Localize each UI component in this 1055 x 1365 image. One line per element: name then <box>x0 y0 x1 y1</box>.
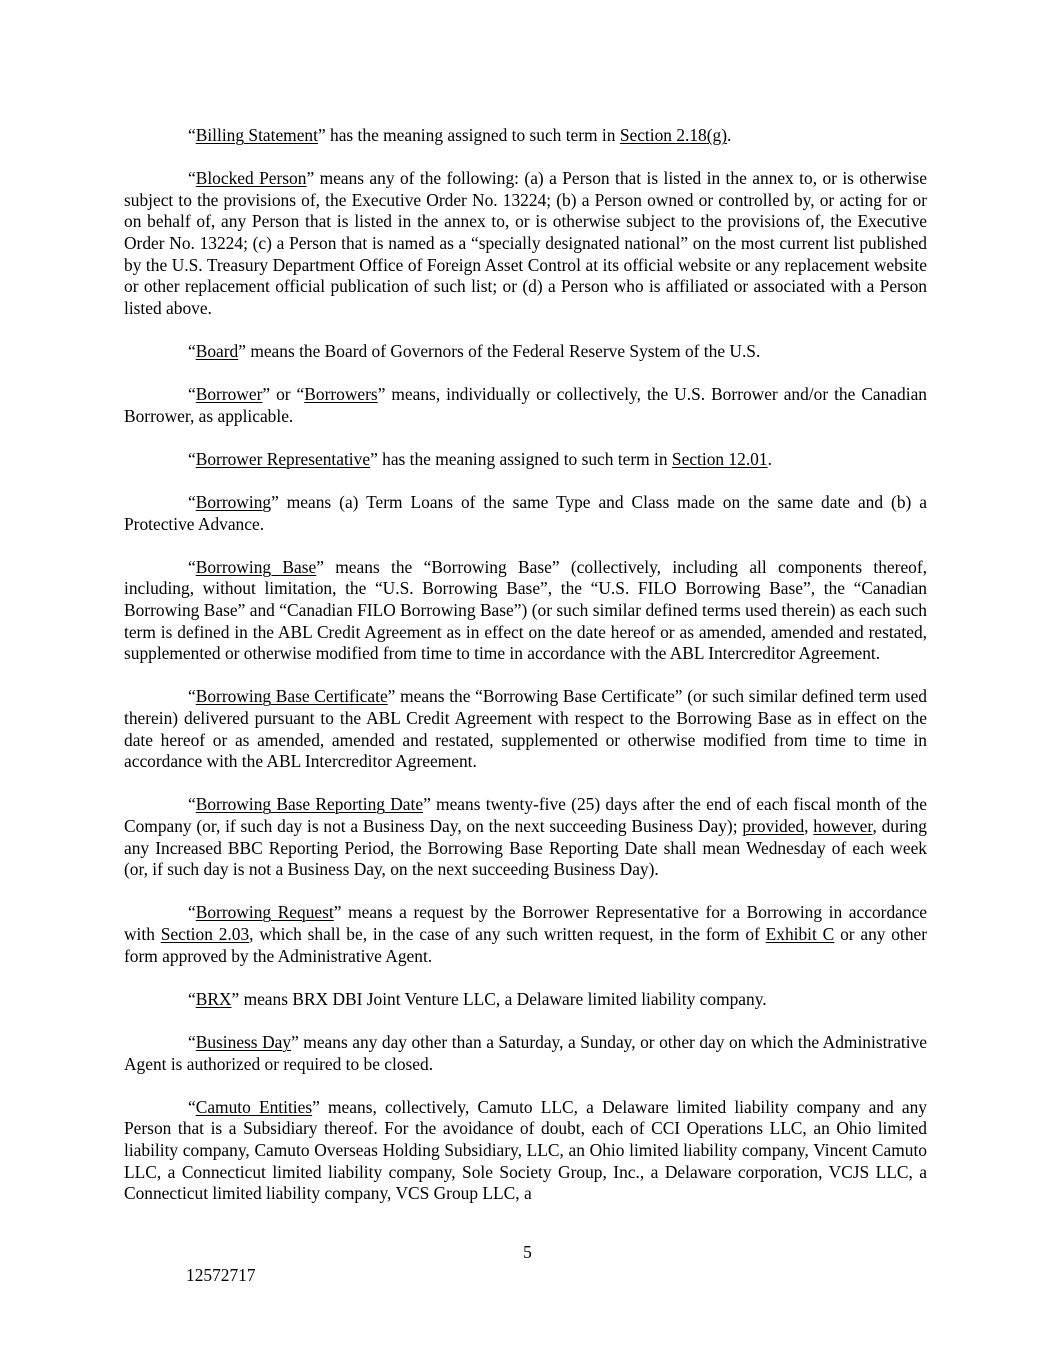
definition-paragraph <box>124 1097 927 1205</box>
defined-term-reference: Section 2.03 <box>160 923 250 944</box>
paragraph-text: ” has the meaning assigned to such term in <box>370 448 672 469</box>
paragraph-text: “ <box>188 988 196 1009</box>
definition-paragraph <box>124 1032 927 1075</box>
definition-paragraph <box>124 794 927 880</box>
definition-paragraph <box>124 902 927 967</box>
paragraph-text: . <box>767 448 772 469</box>
definition-paragraph <box>124 341 927 363</box>
paragraph-text: ” means twenty-five (25) days after the end of each fiscal month of the Company (or, if such day is not a Business Day, on the next succeeding Business Day); <box>124 794 927 836</box>
defined-term-reference: Borrowers <box>304 384 378 405</box>
definition-paragraph <box>124 492 927 535</box>
definition-paragraph <box>124 989 927 1011</box>
paragraph-text: “ <box>188 448 196 469</box>
definition-paragraph <box>124 168 927 319</box>
paragraph-text: , <box>804 816 814 836</box>
defined-term-reference: Blocked Person <box>195 168 307 189</box>
paragraph-text: ” means BRX DBI Joint Venture LLC, a Delaware limited liability company. <box>231 988 767 1009</box>
definition-paragraph <box>124 557 927 665</box>
defined-term-reference: Section 2.18(g) <box>619 125 728 145</box>
defined-term-reference: Borrowing Base <box>195 556 317 577</box>
paragraph-text: “ <box>188 686 196 707</box>
paragraph-text: ” means, collectively, Camuto LLC, a Delaware limited liability company and any Person that is a Subsidiary thereof. For the avoidance of doubt, each of CCI Operations LLC, an Ohio limited liability company, Camuto Overseas Holding Subsidiary, LLC, an Ohio limited liability company, Vincent Camuto LLC, a Connecticut limited liability company, Sole Society Group, Inc., a Delaware corporation, VCJS LLC, a Connecticut limited liability company, VCS Group LLC, a <box>124 1096 927 1204</box>
paragraph-text: “ <box>188 340 196 361</box>
paragraph-text: ” has the meaning assigned to such term in <box>317 125 620 145</box>
defined-term-reference: provided <box>742 816 805 836</box>
defined-term-reference: Billing Statement <box>195 125 318 145</box>
paragraph-text: ” means (a) Term Loans of the same Type and Class made on the same date and (b) a Protective Advance. <box>124 492 927 534</box>
paragraph-text: “ <box>188 1096 196 1117</box>
paragraph-text: “ <box>188 1031 196 1052</box>
paragraph-text: , during any Increased BBC Reporting Period, the Borrowing Base Reporting Date shall mean Wednesday of each week (or, if such day is not a Business Day, on the next succeeding Business Day). <box>124 816 927 880</box>
paragraph-text: . <box>727 125 732 145</box>
paragraph-text: ” means any day other than a Saturday, a Sunday, or other day on which the Administrative Agent is authorized or required to be closed. <box>124 1031 928 1074</box>
paragraph-text: “ <box>188 125 196 145</box>
paragraph-text: “ <box>188 902 196 923</box>
defined-term-reference: BRX <box>195 988 232 1009</box>
defined-term-reference: Borrowing Request <box>195 902 334 923</box>
paragraph-text: “ <box>188 492 196 513</box>
paragraph-text: , which shall be, in the case of any such written request, in the form of <box>249 923 766 944</box>
defined-term-reference: however <box>813 816 873 836</box>
page-number: 5 <box>523 1242 532 1262</box>
paragraph-text: “ <box>188 556 196 577</box>
paragraph-text: “ <box>188 794 196 815</box>
paragraph-text: or any other form approved by the Administrative Agent. <box>124 923 928 966</box>
defined-term-reference: Borrowing Base Reporting Date <box>195 794 424 815</box>
paragraph-text: ” means any of the following: (a) a Person that is listed in the annex to, or is otherwise subject to the provisions of, the Executive Order No. 13224; (b) a Person owned or controlled by, or acting for or on behalf of, any Person that is listed in the annex to, or is otherwise subject to the provisions of, the Executive Order No. 13224; (c) a Person that is named as a “specially designated national” on the most current list published by the U.S. Treasury Department Office of Foreign Asset Control at its official website or any replacement website or other replacement official publication of such list; or (d) a Person who is affiliated or associated with a Person listed above. <box>124 168 927 318</box>
definition-paragraph <box>124 125 927 147</box>
paragraph-text: ” or “ <box>262 384 305 405</box>
paragraph-text: “ <box>188 168 196 189</box>
defined-term-reference: Board <box>195 340 239 361</box>
defined-term-reference: Camuto Entities <box>195 1096 313 1117</box>
paragraph-text: ” means the Board of Governors of the Federal Reserve System of the U.S. <box>238 340 761 361</box>
defined-term-reference: Business Day <box>195 1031 292 1052</box>
paragraph-text: ” means the “Borrowing Base Certificate” (or such similar defined term used therein) delivered pursuant to the ABL Credit Agreement with respect to the Borrowing Base as in effect on the date hereof or as amended, amended and restated, supplemented or otherwise modified from time to time in accordance with the ABL Intercreditor Agreement. <box>124 686 927 772</box>
paragraph-text: “ <box>188 384 196 405</box>
defined-term-reference: Borrower <box>195 384 263 405</box>
defined-term-reference: Borrowing Base Certificate <box>195 686 388 707</box>
paragraph-text: ” means the “Borrowing Base” (collectively, including all components thereof, including, without limitation, the “U.S. Borrowing Base”, the “U.S. FILO Borrowing Base”, the “Canadian Borrowing Base” and “Canadian FILO Borrowing Base”) (or such similar defined terms used therein) as each such term is defined in the ABL Credit Agreement as in effect on the date hereof or as amended, amended and restated, supplemented or otherwise modified from time to time in accordance with the ABL Intercreditor Agreement. <box>124 556 928 664</box>
definition-paragraph <box>124 449 927 471</box>
document-body <box>124 125 927 1226</box>
document-id: 12572717 <box>186 1265 256 1285</box>
defined-term-reference: Borrowing <box>195 492 272 513</box>
paragraph-text: ” means a request by the Borrower Representative for a Borrowing in accordance with <box>124 902 928 944</box>
defined-term-reference: Borrower Representative <box>195 448 371 469</box>
definition-paragraph <box>124 384 927 427</box>
defined-term-reference: Section 12.01 <box>671 448 768 469</box>
defined-term-reference: Exhibit C <box>765 923 835 944</box>
paragraph-text: ” means, individually or collectively, the U.S. Borrower and/or the Canadian Borrower, as applicable. <box>124 384 927 426</box>
definition-paragraph <box>124 686 927 772</box>
